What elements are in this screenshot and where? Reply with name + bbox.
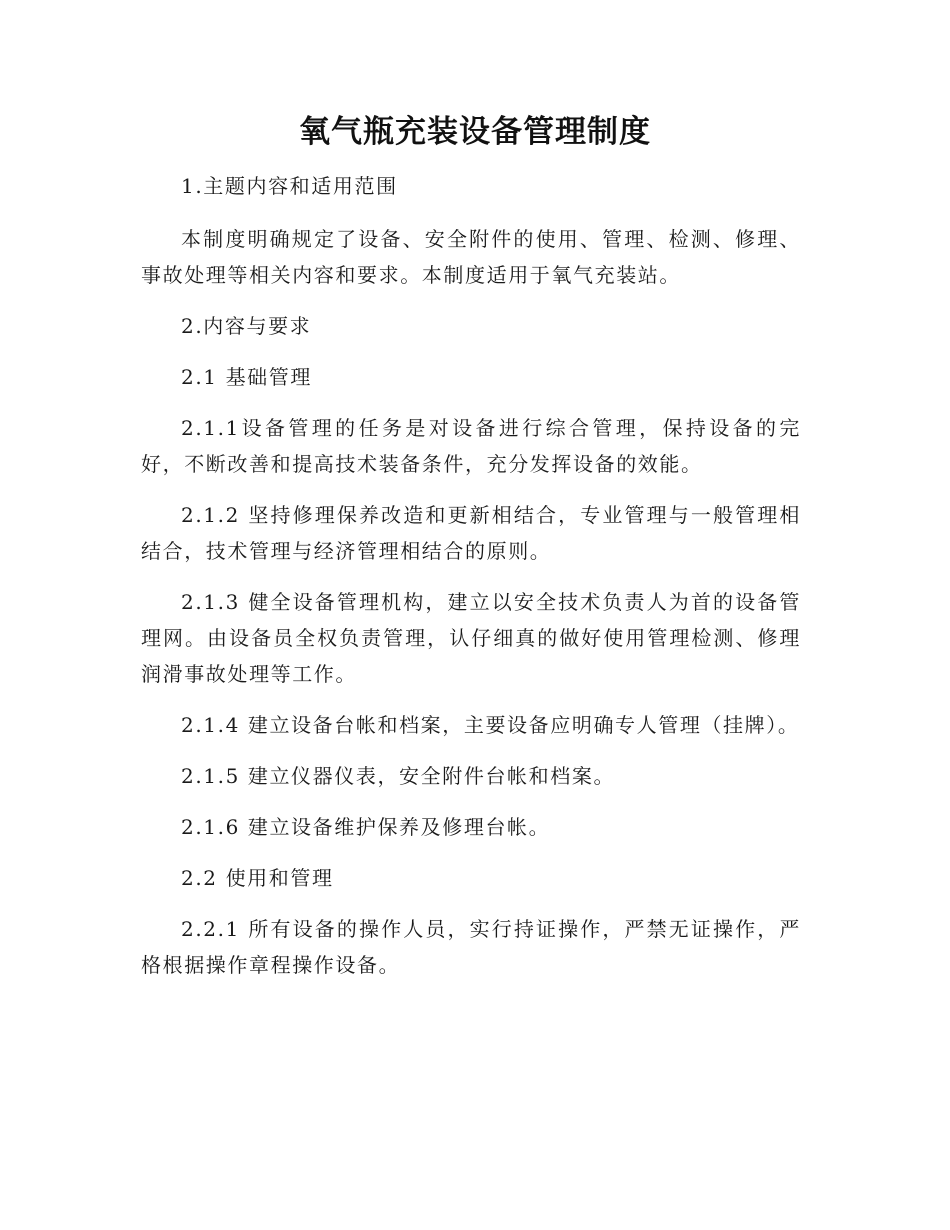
document-title: 氧气瓶充装设备管理制度 <box>299 114 651 150</box>
paragraph-scope: 本制度明确规定了设备、安全附件的使用、管理、检测、修理、事故处理等相关内容和要求。本制度适用于氧气充装站。 <box>141 227 801 287</box>
paragraph-2-1-1: 2.1.1设备管理的任务是对设备进行综合管理，保持设备的完好，不断改善和提高技术装备条件，充分发挥设备的效能。 <box>141 416 801 476</box>
paragraph-section-2-heading: 2.内容与要求 <box>181 314 312 338</box>
paragraph-2-1-5: 2.1.5 建立仪器仪表，安全附件台帐和档案。 <box>181 764 616 788</box>
paragraph-2-1-3: 2.1.3 健全设备管理机构，建立以安全技术负责人为首的设备管理网。由设备员全权负责管理，认仔细真的做好使用管理检测、修理润滑事故处理等工作。 <box>141 590 801 686</box>
paragraph-2-1-4: 2.1.4 建立设备台帐和档案，主要设备应明确专人管理（挂牌）。 <box>181 713 800 737</box>
paragraph-section-2-2-heading: 2.2 使用和管理 <box>181 866 334 890</box>
paragraph-2-2-1: 2.2.1 所有设备的操作人员，实行持证操作，严禁无证操作，严格根据操作章程操作设备。 <box>141 917 801 977</box>
paragraph-section-2-1-heading: 2.1 基础管理 <box>181 365 312 389</box>
paragraph-2-1-2: 2.1.2 坚持修理保养改造和更新相结合，专业管理与一般管理相结合，技术管理与经济管理相结合的原则。 <box>141 503 801 563</box>
paragraph-2-1-6: 2.1.6 建立设备维护保养及修理台帐。 <box>181 815 551 839</box>
paragraph-section-1-heading: 1.主题内容和适用范围 <box>181 174 398 198</box>
document-body <box>141 168 801 983</box>
